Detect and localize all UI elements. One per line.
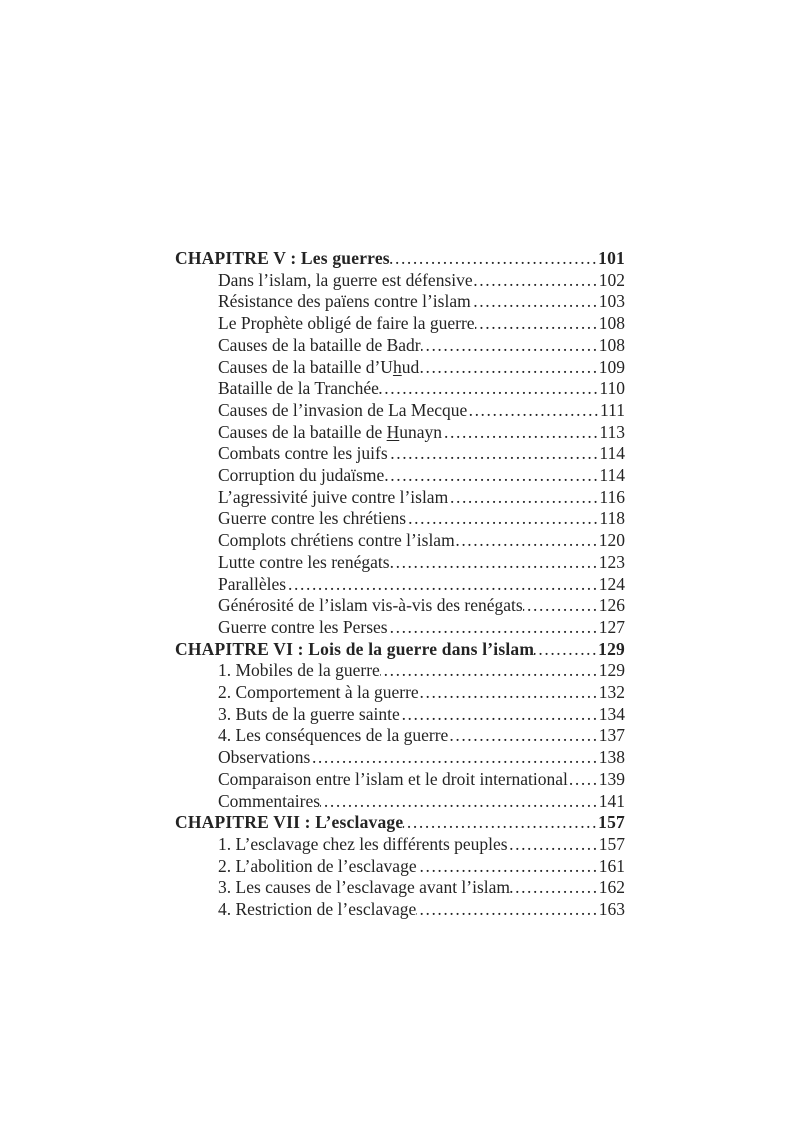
dot-leader	[388, 617, 599, 639]
toc-entry-label: Complots chrétiens contre l’islam	[218, 530, 455, 551]
toc-entry-label: Générosité de l’islam vis-à-vis des renégats	[218, 595, 523, 616]
toc-entry-page-number: 102	[598, 269, 625, 290]
dot-leader	[320, 791, 599, 813]
toc-entry-label: Lutte contre les renégats	[218, 551, 390, 572]
toc-entry	[175, 791, 625, 813]
toc-entry-label: Dans l’islam, la guerre est défensive	[218, 269, 473, 290]
dot-leader	[419, 357, 599, 379]
dot-leader	[448, 725, 598, 747]
toc-entry	[175, 313, 625, 335]
dot-leader	[403, 812, 598, 834]
toc-entry-page-number: 157	[598, 812, 625, 833]
dot-leader	[421, 335, 599, 357]
toc-entry-label: Guerre contre les chrétiens	[218, 508, 407, 529]
toc-entry-page-number: 132	[598, 682, 625, 703]
dot-leader	[388, 443, 600, 465]
toc-entry	[175, 400, 625, 422]
dot-leader	[473, 270, 599, 292]
dot-leader	[406, 508, 599, 530]
toc-entry-label: Observations	[218, 747, 311, 768]
dot-leader	[380, 660, 599, 682]
toc-entry-label: CHAPITRE VI : Lois de la guerre dans l’islam	[175, 638, 535, 659]
dot-leader	[523, 595, 599, 617]
toc-entry	[175, 812, 625, 834]
toc-entry	[175, 443, 625, 465]
toc-entry-page-number: 129	[598, 638, 625, 659]
toc-entry-label: Parallèles	[218, 573, 287, 594]
dot-leader	[419, 682, 599, 704]
toc-entry-label: CHAPITRE V : Les guerres	[175, 248, 390, 268]
toc-entry-page-number: 114	[599, 465, 625, 486]
toc-entry-label: CHAPITRE VII : L’esclavage	[175, 812, 404, 833]
toc-entry	[175, 660, 625, 682]
dot-leader	[310, 747, 598, 769]
toc-entry	[175, 552, 625, 574]
toc-entry	[175, 378, 625, 400]
toc-entry-label: Guerre contre les Perses	[218, 616, 388, 637]
toc-entry-label: Causes de la bataille d’Uhud	[218, 356, 420, 377]
toc-entry	[175, 291, 625, 313]
toc-entry-label: Causes de la bataille de Badr	[218, 334, 421, 355]
toc-entry	[175, 856, 625, 878]
toc-entry	[175, 834, 625, 856]
toc-entry-page-number: 109	[598, 356, 625, 377]
dot-leader	[417, 856, 599, 878]
toc-entry	[175, 704, 625, 726]
toc-entry-page-number: 123	[598, 551, 625, 572]
toc-entry-page-number: 163	[598, 899, 625, 920]
toc-entry-label: Causes de l’invasion de La Mecque	[218, 399, 468, 420]
toc-entry	[175, 617, 625, 639]
toc-entry-label: 1. Mobiles de la guerre	[218, 660, 380, 681]
toc-entry-page-number: 126	[598, 595, 625, 616]
dot-leader	[471, 291, 599, 313]
toc-entry-page-number: 113	[599, 421, 625, 442]
toc-entry-page-number: 110	[599, 378, 625, 399]
toc-entry-label: 3. Buts de la guerre sainte	[218, 703, 400, 724]
dot-leader	[455, 530, 599, 552]
toc-entry	[175, 248, 625, 270]
toc-entry-page-number: 118	[599, 508, 625, 529]
toc-entry	[175, 747, 625, 769]
dot-leader	[508, 834, 599, 856]
toc-entry	[175, 595, 625, 617]
toc-entry-label: 1. L’esclavage chez les différents peuples	[218, 833, 508, 854]
toc-entry-page-number: 108	[598, 334, 625, 355]
toc-entry-page-number: 138	[598, 747, 625, 768]
toc-entry	[175, 270, 625, 292]
dot-leader	[467, 400, 600, 422]
toc-entry-label: 2. Comportement à la guerre	[218, 682, 419, 703]
toc-entry-page-number: 157	[598, 833, 625, 854]
toc-entry-page-number: 116	[599, 486, 625, 507]
toc-entry-label: 2. L’abolition de l’esclavage	[218, 855, 417, 876]
toc-list	[175, 248, 625, 921]
dot-leader	[384, 465, 599, 487]
toc-entry-page-number: 161	[598, 855, 625, 876]
toc-entry-label: L’agressivité juive contre l’islam	[218, 486, 449, 507]
toc-entry	[175, 335, 625, 357]
dot-leader	[448, 487, 599, 509]
toc-entry-page-number: 101	[598, 248, 625, 268]
dot-leader	[400, 704, 599, 726]
toc-entry-page-number: 114	[599, 443, 625, 464]
dot-leader	[568, 769, 599, 791]
toc-entry	[175, 899, 625, 921]
dot-leader	[379, 378, 600, 400]
toc-entry-page-number: 139	[598, 768, 625, 789]
toc-entry-page-number: 124	[598, 573, 625, 594]
toc-entry	[175, 530, 625, 552]
toc-entry-label: Corruption du judaïsme	[218, 465, 385, 486]
toc-entry-page-number: 111	[600, 399, 625, 420]
toc-entry-label: Causes de la bataille de Hunayn	[218, 421, 443, 442]
toc-entry-page-number: 137	[598, 725, 625, 746]
dot-leader	[416, 899, 598, 921]
toc-entry-label: Bataille de la Tranchée	[218, 378, 379, 399]
dot-leader	[442, 422, 599, 444]
toc-entry	[175, 465, 625, 487]
toc-entry-label: 4. Les conséquences de la guerre	[218, 725, 449, 746]
toc-entry	[175, 422, 625, 444]
toc-entry	[175, 574, 625, 596]
toc-entry-label: 4. Restriction de l’esclavage	[218, 899, 417, 920]
toc-entry-label: Commentaires	[218, 790, 321, 811]
toc-entry-page-number: 162	[598, 877, 625, 898]
toc-entry	[175, 877, 625, 899]
toc-entry-label: 3. Les causes de l’esclavage avant l’islam	[218, 877, 511, 898]
toc-entry-page-number: 141	[598, 790, 625, 811]
toc-entry-label: Combats contre les juifs	[218, 443, 388, 464]
dot-leader	[534, 639, 598, 661]
dot-leader	[475, 313, 599, 335]
toc-entry	[175, 508, 625, 530]
toc-entry	[175, 357, 625, 379]
toc-entry	[175, 725, 625, 747]
toc-entry-page-number: 129	[598, 660, 625, 681]
toc-entry-page-number: 108	[598, 313, 625, 334]
dot-leader	[510, 877, 599, 899]
toc-entry-page-number: 120	[598, 530, 625, 551]
toc-entry	[175, 639, 625, 661]
toc-entry-page-number: 127	[598, 616, 625, 637]
dot-leader	[390, 552, 599, 574]
toc-entry	[175, 487, 625, 509]
toc-entry-page-number: 134	[598, 703, 625, 724]
toc-entry-label: Comparaison entre l’islam et le droit international	[218, 768, 568, 789]
toc-entry-label: Le Prophète obligé de faire la guerre	[218, 313, 475, 334]
toc-entry	[175, 769, 625, 791]
dot-leader	[286, 574, 599, 596]
toc-entry-page-number: 103	[598, 291, 625, 312]
dot-leader	[390, 248, 598, 270]
toc-entry	[175, 682, 625, 704]
toc-entry-label: Résistance des païens contre l’islam	[218, 291, 471, 312]
